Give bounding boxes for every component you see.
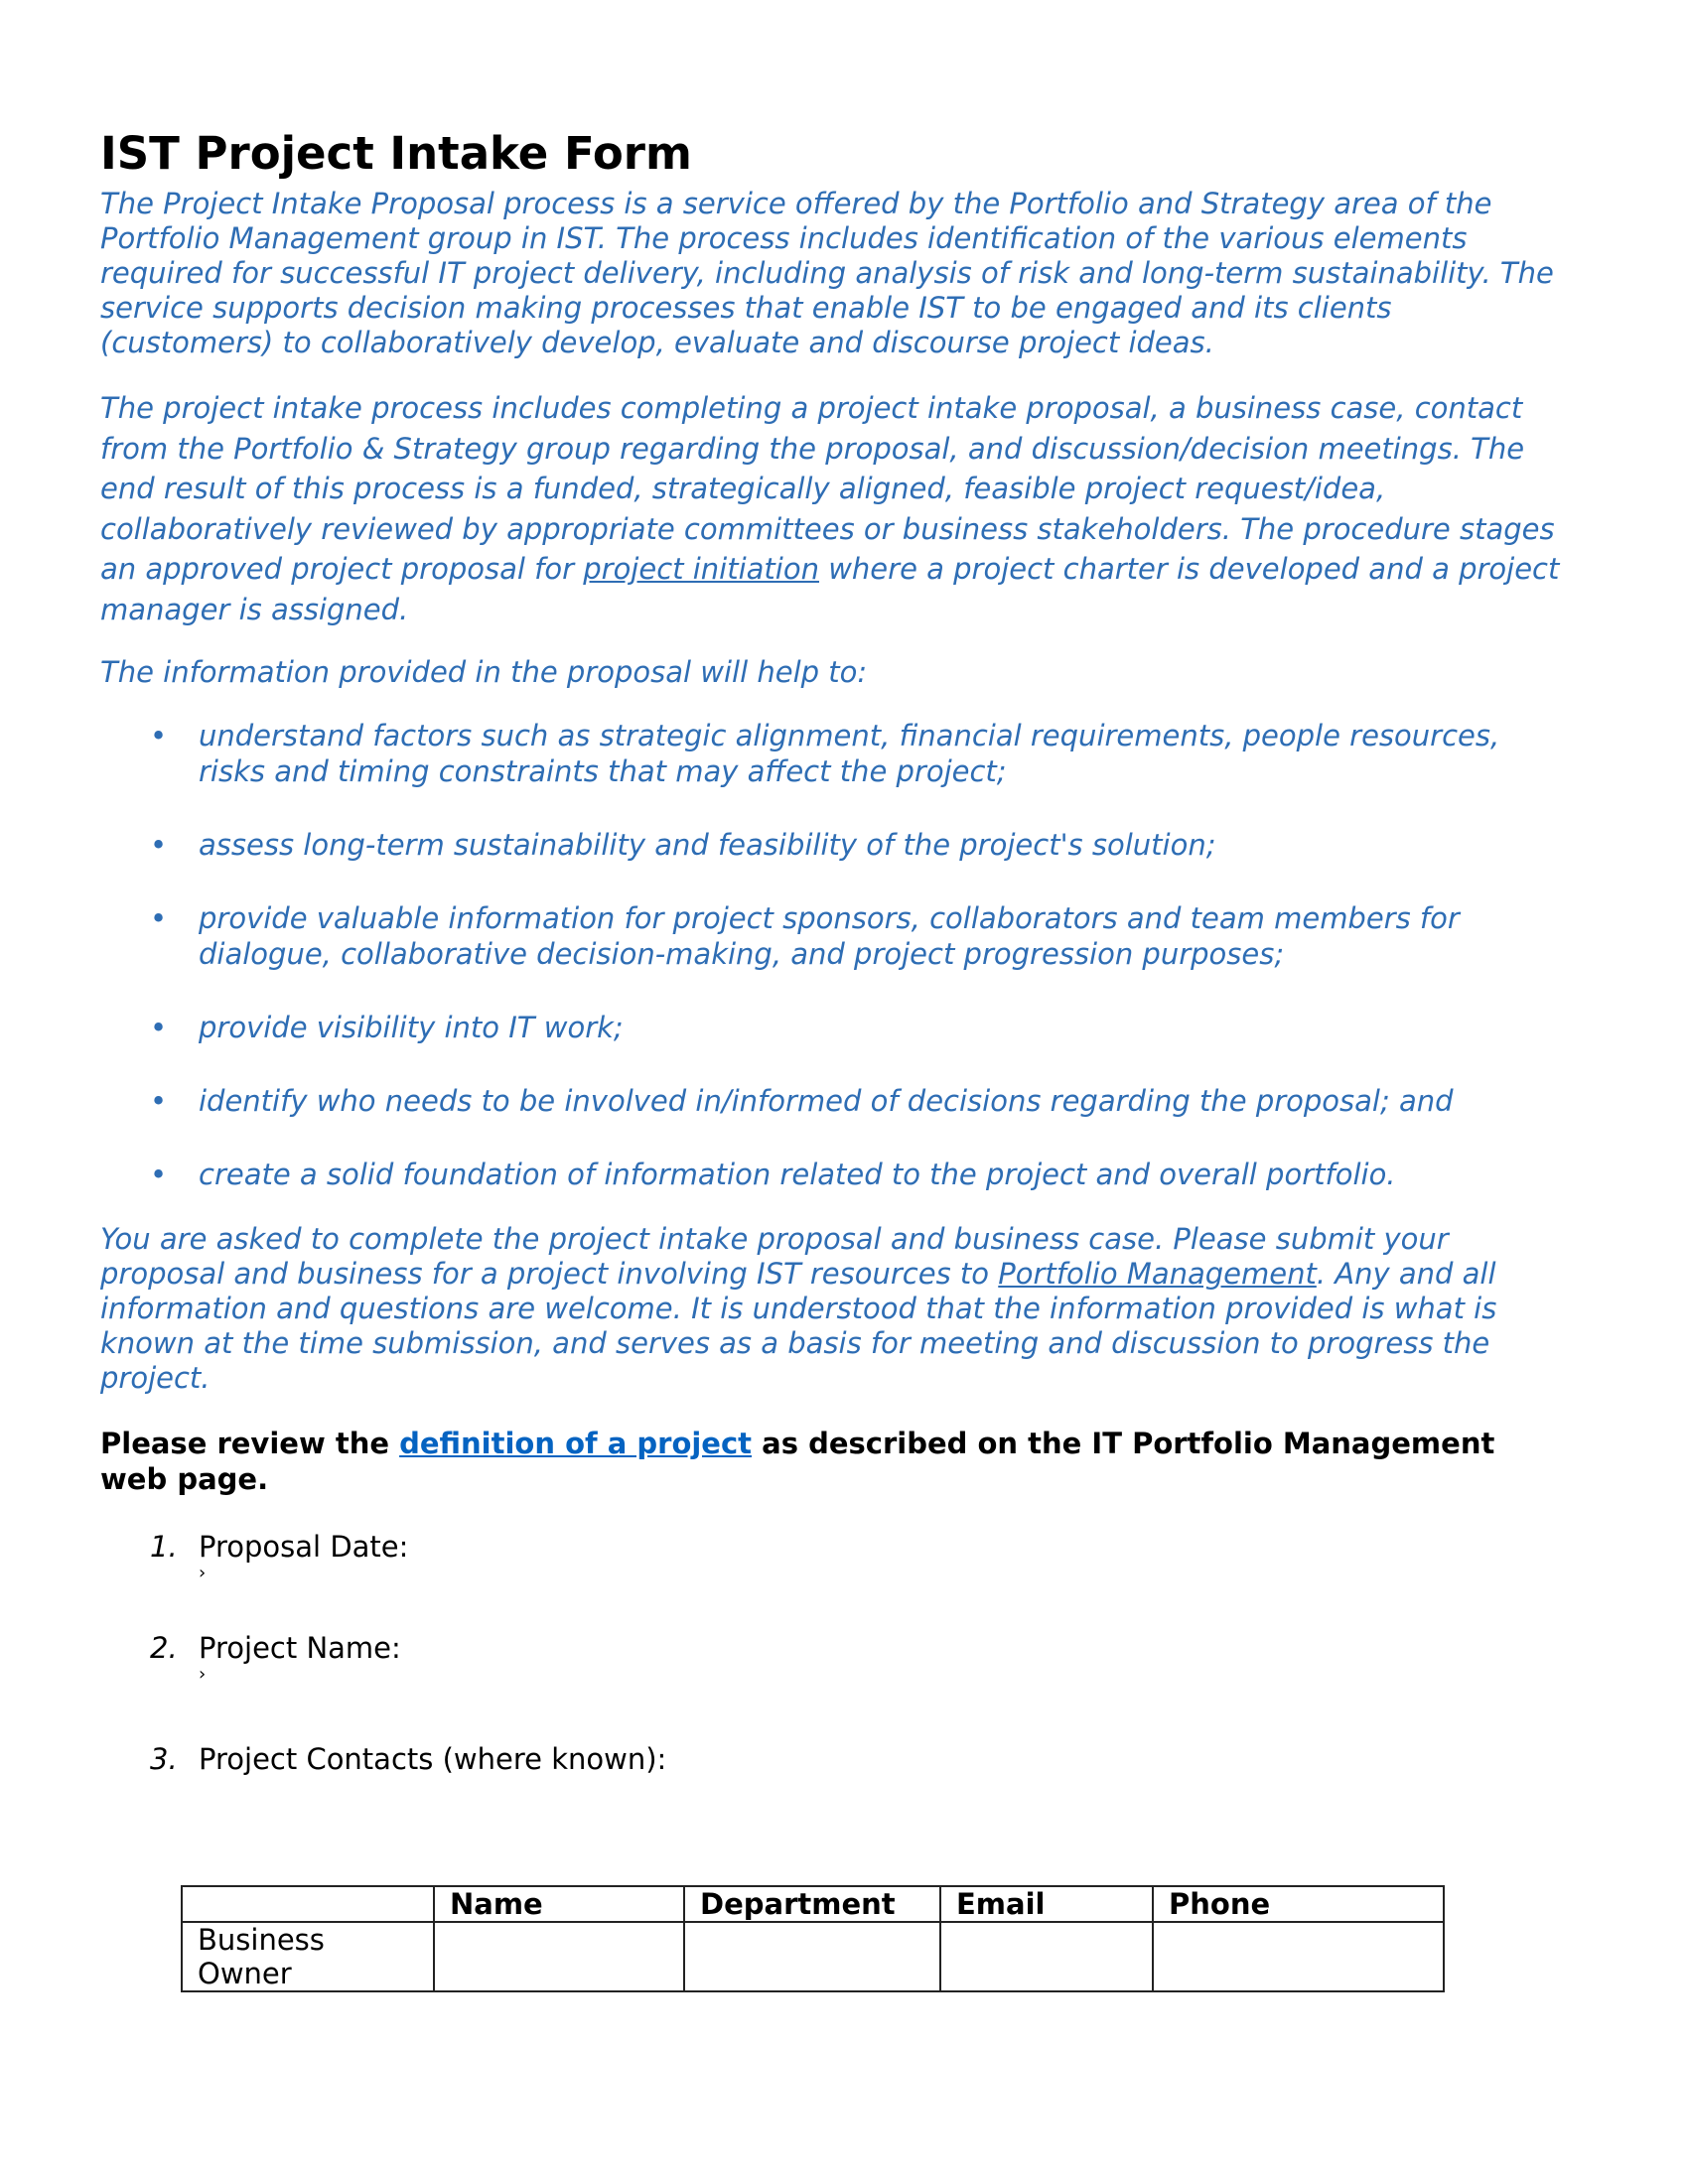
question-project-contacts [100,1741,1570,1777]
question-label: Proposal Date: [199,1530,409,1564]
answer-field[interactable]: › [199,1563,207,1583]
document-page [100,127,1570,1777]
column-header: Department [684,1886,940,1922]
table-row [182,1922,1444,1991]
benefits-list [100,718,1570,1192]
info-lead-paragraph: The information provided in the proposal will help to: [100,655,868,689]
bullet-icon: • [150,1084,168,1118]
text: The project intake process includes completing a project intake proposal, a business case, contact from the Portfolio & Strategy group regarding the proposal, and discussion/decision meetings. The end result of this process is a funded, strategically aligned, feasible project request/idea, collaboratively reviewed by appropriate committees or business stakeholders. The procedure stages an approved project proposal for [100,391,1555,586]
question-proposal-date [100,1529,1570,1582]
project-initiation-link[interactable]: project initiation [583,552,819,586]
questions-list [100,1529,1570,1777]
question-number: 1. [150,1530,178,1564]
question-label: Project Contacts (where known): [199,1742,667,1776]
column-header: Email [940,1886,1153,1922]
bullet-icon: • [150,719,168,752]
list-item-text: identify who needs to be involved in/informed of decisions regarding the proposal; and [199,1084,1454,1118]
table-cell[interactable] [1153,1922,1444,1991]
list-item [100,718,1570,789]
list-item-text: create a solid foundation of information related to the project and overall portfolio. [199,1158,1396,1191]
table-cell[interactable] [434,1922,684,1991]
answer-field[interactable]: › [199,1664,207,1685]
list-item [100,1010,1570,1045]
text: where a project charter is developed and a project manager is assigned. [100,552,1560,626]
text: . Any and all information and questions are welcome. It is understood that the information provided is what is known at the time submission, and serves as a basis for meeting and discussion to progress the project. [100,1257,1497,1395]
bullet-icon: • [150,1158,168,1191]
question-project-name [100,1630,1570,1684]
definition-of-project-link[interactable]: definition of a project [399,1427,753,1460]
process-paragraph [100,388,1570,629]
list-item-text: provide visibility into IT work; [199,1011,624,1044]
list-item-text: understand factors such as strategic alignment, financial requirements, people resources, risks and timing constraints that may affect the project; [199,719,1500,788]
table-cell[interactable] [684,1922,940,1991]
list-item-text: assess long-term sustainability and feasibility of the project's solution; [199,828,1216,862]
row-label: Business Owner [182,1922,434,1991]
text: Please review the [100,1427,400,1460]
column-header: Name [434,1886,684,1922]
list-item [100,1083,1570,1119]
question-label: Project Name: [199,1631,401,1665]
column-header: Phone [1153,1886,1444,1922]
table-header-row [182,1886,1444,1922]
list-item-text: provide valuable information for project sponsors, collaborators and team members for dialogue, collaborative decision-making, and project progression purposes; [199,901,1460,971]
bullet-icon: • [150,828,168,862]
bullet-icon: • [150,1011,168,1044]
project-contacts-table [181,1885,1445,1992]
table-cell[interactable] [940,1922,1153,1991]
text: You are asked to complete the project intake proposal and business case. Please submit your proposal and business for a project involving IST resources to [100,1222,1449,1291]
portfolio-management-link[interactable]: Portfolio Management [998,1257,1317,1291]
text: as described on the IT Portfolio Management web page. [100,1427,1495,1496]
list-item [100,827,1570,863]
question-number: 2. [150,1631,178,1665]
list-item [100,1157,1570,1192]
review-instruction [100,1426,1570,1497]
question-number: 3. [150,1742,178,1776]
page-title: IST Project Intake Form [100,127,692,180]
bullet-icon: • [150,901,168,935]
intro-paragraph: The Project Intake Proposal process is a service offered by the Portfolio and Strategy area of the Portfolio Management group in IST. The process includes identification of the various elements required for successful IT project delivery, including analysis of risk and long-term sustainability. The service supports decision making processes that enable IST to be engaged and its clients (customers) to collaboratively develop, evaluate and discourse project ideas. [100,187,1554,359]
submission-paragraph [100,1222,1570,1396]
column-header [182,1886,434,1922]
list-item [100,900,1570,972]
